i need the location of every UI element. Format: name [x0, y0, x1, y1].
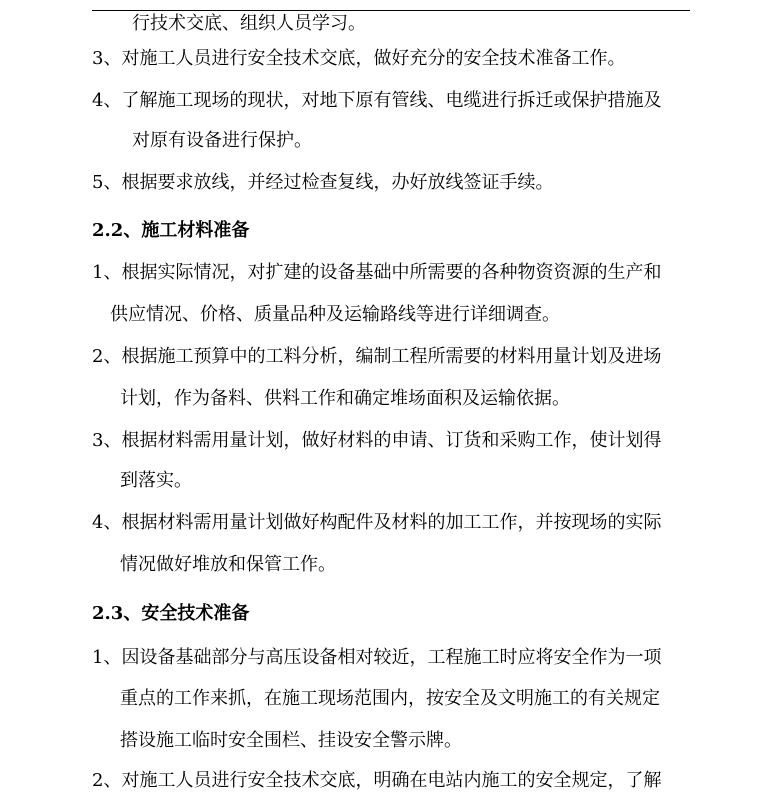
text-line: 5、根据要求放线，并经过检查复线，办好放线签证手续。: [92, 172, 554, 193]
text-line: 2、对施工人员进行安全技术交底，明确在电站内施工的安全规定，了解: [92, 770, 662, 791]
text-line: 3、对施工人员进行安全技术交底，做好充分的安全技术准备工作。: [92, 48, 626, 69]
section-heading: 2.3、安全技术准备: [92, 603, 250, 624]
text-line: 4、了解施工现场的现状，对地下原有管线、电缆进行拆迁或保护措施及: [92, 90, 662, 111]
header-rule: [92, 10, 690, 11]
section-heading: 2.2、施工材料准备: [92, 220, 250, 241]
text-line: 搭设施工临时安全围栏、挂设安全警示牌。: [120, 730, 462, 751]
text-line: 供应情况、价格、质量品种及运输路线等进行详细调查。: [110, 304, 560, 325]
text-line: 1、因设备基础部分与高压设备相对较近，工程施工时应将安全作为一项: [92, 647, 662, 668]
text-line: 到落实。: [120, 470, 192, 491]
text-line: 2、根据施工预算中的工料分析，编制工程所需要的材料用量计划及进场: [92, 346, 662, 367]
text-line: 4、根据材料需用量计划做好构配件及材料的加工工作，并按现场的实际: [92, 512, 662, 533]
text-line: 行技术交底、组织人员学习。: [132, 13, 366, 34]
text-line: 重点的工作来抓，在施工现场范围内，按安全及文明施工的有关规定: [120, 688, 660, 709]
text-line: 对原有设备进行保护。: [132, 130, 312, 151]
text-line: 计划，作为备料、供料工作和确定堆场面积及运输依据。: [120, 388, 570, 409]
text-line: 3、根据材料需用量计划，做好材料的申请、订货和采购工作，使计划得: [92, 430, 662, 451]
text-line: 1、根据实际情况，对扩建的设备基础中所需要的各种物资资源的生产和: [92, 262, 662, 283]
text-line: 情况做好堆放和保管工作。: [120, 554, 336, 575]
